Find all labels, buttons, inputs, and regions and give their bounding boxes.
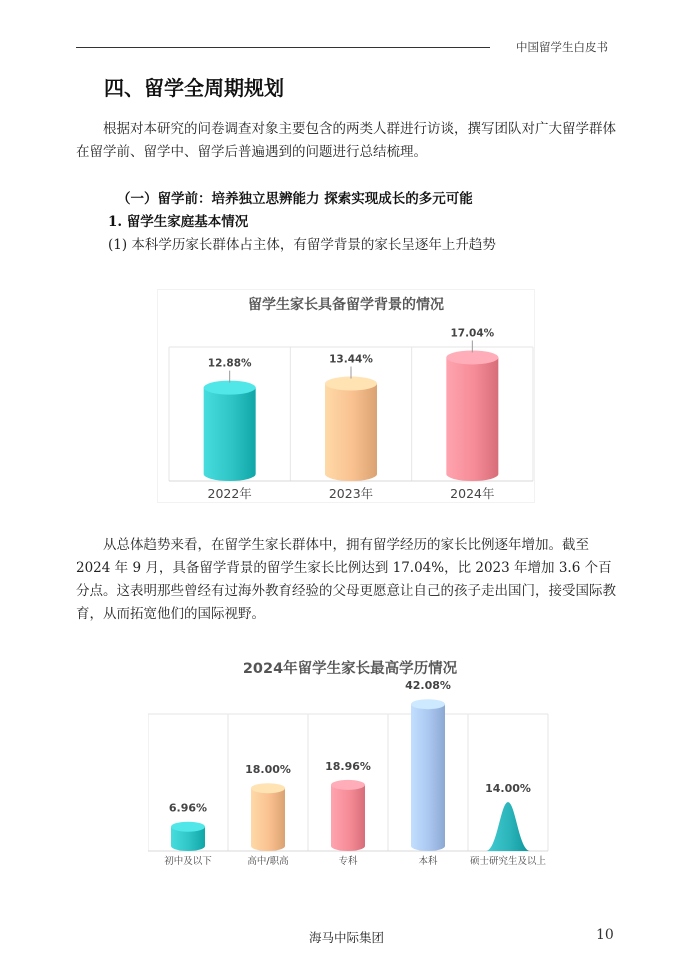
chart-bar-top — [446, 350, 498, 364]
category-label: 高中/职高 — [247, 856, 289, 867]
header-rule — [76, 47, 490, 48]
chart-bar — [446, 357, 498, 481]
category-label: 2022年 — [207, 486, 252, 501]
chart-bar-top — [411, 699, 445, 709]
chart-bar-top — [331, 780, 365, 790]
chart-bar-top — [251, 783, 285, 793]
header-title: 中国留学生白皮书 — [516, 40, 608, 54]
data-label: 42.08% — [405, 679, 451, 693]
chart-bar — [411, 704, 445, 851]
chart-bar-top — [204, 381, 256, 395]
chart-parents-abroad-background — [157, 289, 535, 503]
data-label: 6.96% — [168, 801, 208, 815]
page-number: 10 — [596, 927, 614, 943]
category-label: 2023年 — [328, 486, 374, 501]
chart-title: 留学生家长具备留学背景的情况 — [248, 297, 444, 313]
category-label: 专科 — [338, 856, 358, 867]
chart-bar — [331, 785, 365, 851]
chart-bar-top — [325, 377, 377, 391]
category-label: 本科 — [418, 856, 438, 867]
category-label: 初中及以下 — [164, 856, 212, 867]
data-label: 18.00% — [245, 763, 291, 777]
category-label: 2024年 — [450, 486, 495, 501]
chart-bar-top — [171, 822, 205, 832]
chart-parents-education-svg — [148, 648, 552, 873]
chart-title: 2024年留学生家长最高学历情况 — [242, 661, 458, 677]
footer-org: 海马中际集团 — [309, 930, 385, 945]
subsection-title: （一）留学前：培养独立思辨能力 探索实现成长的多元可能 — [117, 191, 473, 207]
item1-1-title: (1) 本科学历家长群体占主体，有留学背景的家长呈逐年上升趋势 — [108, 237, 496, 253]
data-label: 13.44% — [329, 353, 373, 366]
chart-bar — [325, 384, 377, 481]
data-label: 14.00% — [485, 782, 531, 796]
chart-bar — [486, 802, 530, 851]
item1-title: 1. 留学生家庭基本情况 — [108, 214, 249, 230]
section-title: 四、留学全周期规划 — [104, 76, 284, 100]
chart-parents-education — [148, 648, 552, 873]
data-label: 17.04% — [450, 327, 495, 340]
data-label: 18.96% — [325, 759, 371, 773]
category-label: 硕士研究生及以上 — [469, 856, 547, 867]
data-label: 12.88% — [207, 357, 252, 370]
chart-bar — [251, 788, 285, 851]
chart-parents-abroad-background-svg — [157, 289, 535, 503]
chart-bar — [204, 388, 256, 481]
intro-paragraph: 根据对本研究的问卷调查对象主要包含的两类人群进行访谈，撰写团队对广大留学群体在留学前、留学中、留学后普遍遇到的问题进行总结梳理。 — [76, 121, 616, 160]
analysis-paragraph: 从总体趋势来看，在留学生家长群体中，拥有留学经历的家长比例逐年增加。截至 2024 年 9 月，具备留学背景的留学生家长比例达到 17.04%，比 2023 年增加 3.6 个百分点。这表明那些曾经有过海外教育经验的父母更愿意让自己的孩子走出国门，接受国际教育，从而拓宽他们的国际视野。 — [76, 537, 616, 622]
